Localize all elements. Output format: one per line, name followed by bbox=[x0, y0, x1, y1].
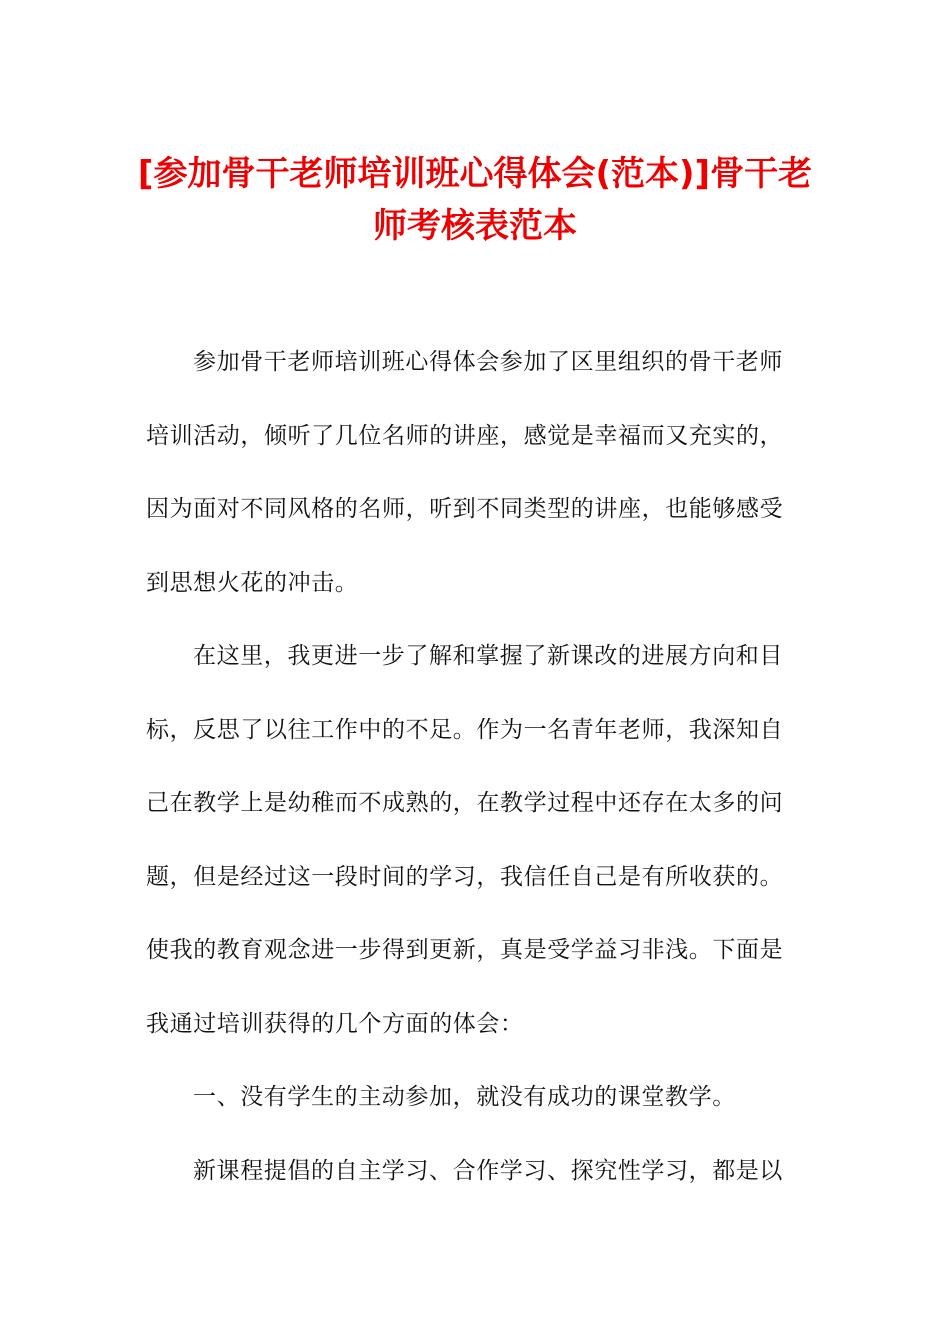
body-line: 己在教学上是幼稚而不成熟的，在教学过程中还存在太多的问 bbox=[146, 790, 784, 816]
body-line: 培训活动，倾听了几位名师的讲座，感觉是幸福而又充实的， bbox=[146, 422, 784, 449]
body-line: 参加骨干老师培训班心得体会参加了区里组织的骨干老师 bbox=[193, 349, 783, 375]
body-line: 在这里，我更进一步了解和掌握了新课改的进展方向和目 bbox=[193, 643, 783, 669]
document-title bbox=[120, 148, 830, 252]
body-line: 一、没有学生的主动参加，就没有成功的课堂教学。 bbox=[193, 1084, 736, 1110]
title-line: [参加骨干老师培训班心得体会(范本)]骨干老 bbox=[137, 154, 813, 194]
body-line: 题，但是经过这一段时间的学习，我信任自己是有所收获的。 bbox=[146, 863, 784, 890]
body-line: 因为面对不同风格的名师，听到不同类型的讲座，也能够感受 bbox=[146, 496, 784, 522]
body-line: 到思想火花的冲击。 bbox=[146, 569, 359, 596]
body-line: 标，反思了以往工作中的不足。作为一名青年老师，我深知自 bbox=[146, 716, 784, 743]
body-line: 使我的教育观念进一步得到更新，真是受学益习非浅。下面是 bbox=[146, 937, 784, 963]
document-body bbox=[146, 326, 806, 1208]
title-line: 师考核表范本 bbox=[373, 206, 577, 246]
body-line: 新课程提倡的自主学习、合作学习、探究性学习，都是以 bbox=[193, 1157, 783, 1184]
body-line: 我通过培训获得的几个方面的体会： bbox=[146, 1010, 524, 1037]
